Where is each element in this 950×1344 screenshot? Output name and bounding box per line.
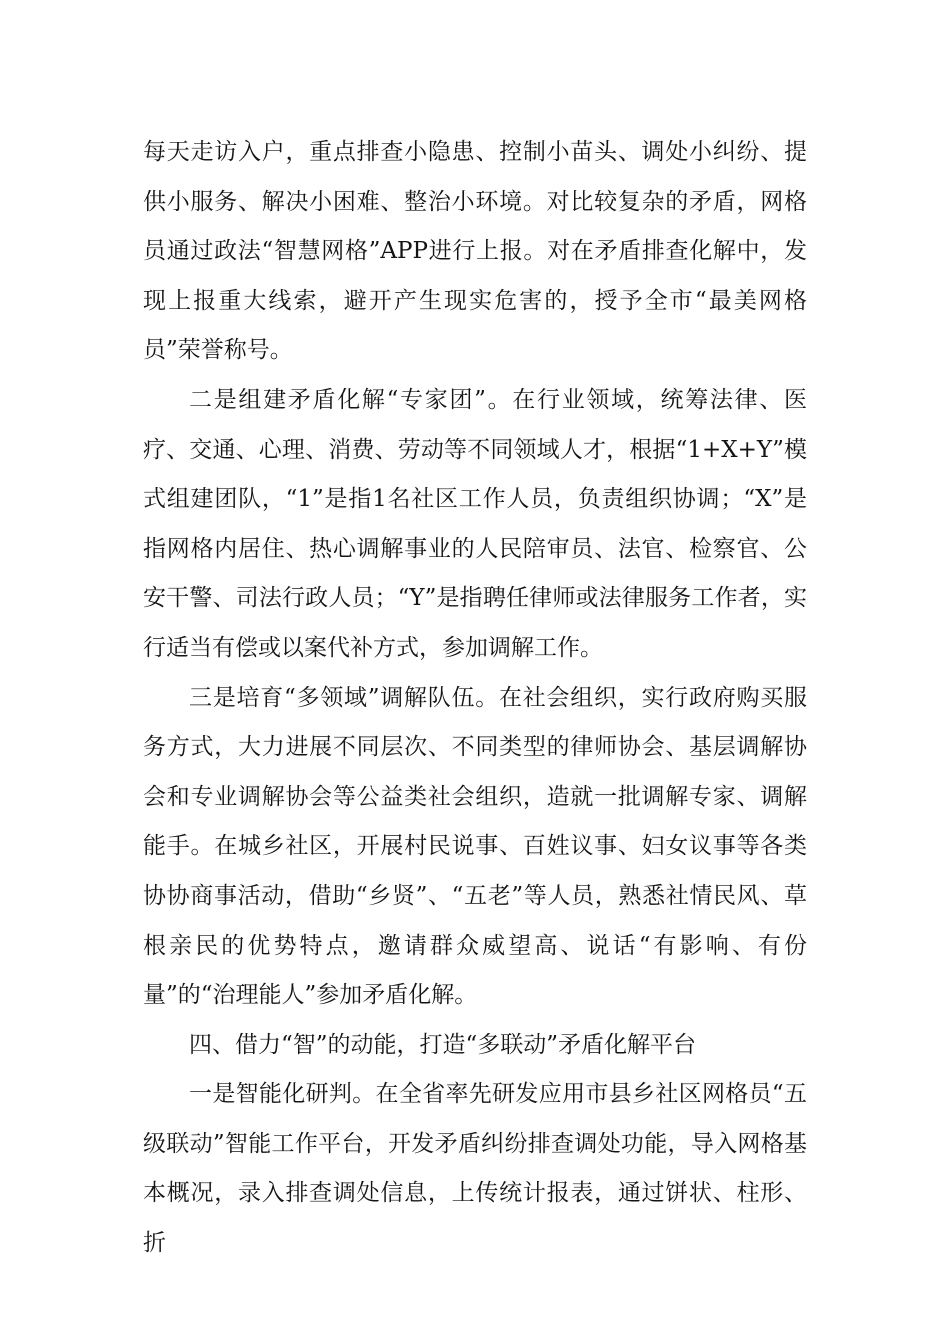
- paragraph-4: 一是智能化研判。在全省率先研发应用市县乡社区网格员“五级联动”智能工作平台，开发矛盾纠纷排查调处功能，导入网格基本概况，录入排查调处信息，上传统计报表，通过饼状、柱形、折: [143, 1081, 807, 1257]
- paragraph-3: 三是培育“多领域”调解队伍。在社会组织，实行政府购买服务方式，大力进展不同层次、不同类型的律师协会、基层调解协会和专业调解协会等公益类社会组织，造就一批调解专家、调解能手。在城乡社区，开展村民说事、百姓议事、妇女议事等各类协协商事活动，借助“乡贤”、“五老”等人员，熟悉社情民风、草根亲民的优势特点，邀请群众威望高、说话“有影响、有份量”的“治理能人”参加矛盾化解。: [143, 684, 807, 1009]
- paragraph-2: 二是组建矛盾化解“专家团”。在行业领域，统筹法律、医疗、交通、心理、消费、劳动等不同领域人才，根据“1+X+Y”模式组建团队，“1”是指1名社区工作人员，负责组织协调；“X”是指网格内居住、热心调解事业的人民陪审员、法官、检察官、公安干警、司法行政人员；“Y”是指聘任律师或法律服务工作者，实行适当有偿或以案代补方式，参加调解工作。: [143, 386, 807, 661]
- document-body: [143, 128, 807, 1269]
- paragraph-1: 每天走访入户，重点排查小隐患、控制小苗头、调处小纠纷、提供小服务、解决小困难、整治小环境。对比较复杂的矛盾，网格员通过政法“智慧网格”APP进行上报。对在矛盾排查化解中，发现上报重大线索，避开产生现实危害的，授予全市“最美网格员”荣誉称号。: [143, 139, 807, 364]
- section-heading: 四、借力“智”的动能，打造“多联动”矛盾化解平台: [189, 1031, 697, 1058]
